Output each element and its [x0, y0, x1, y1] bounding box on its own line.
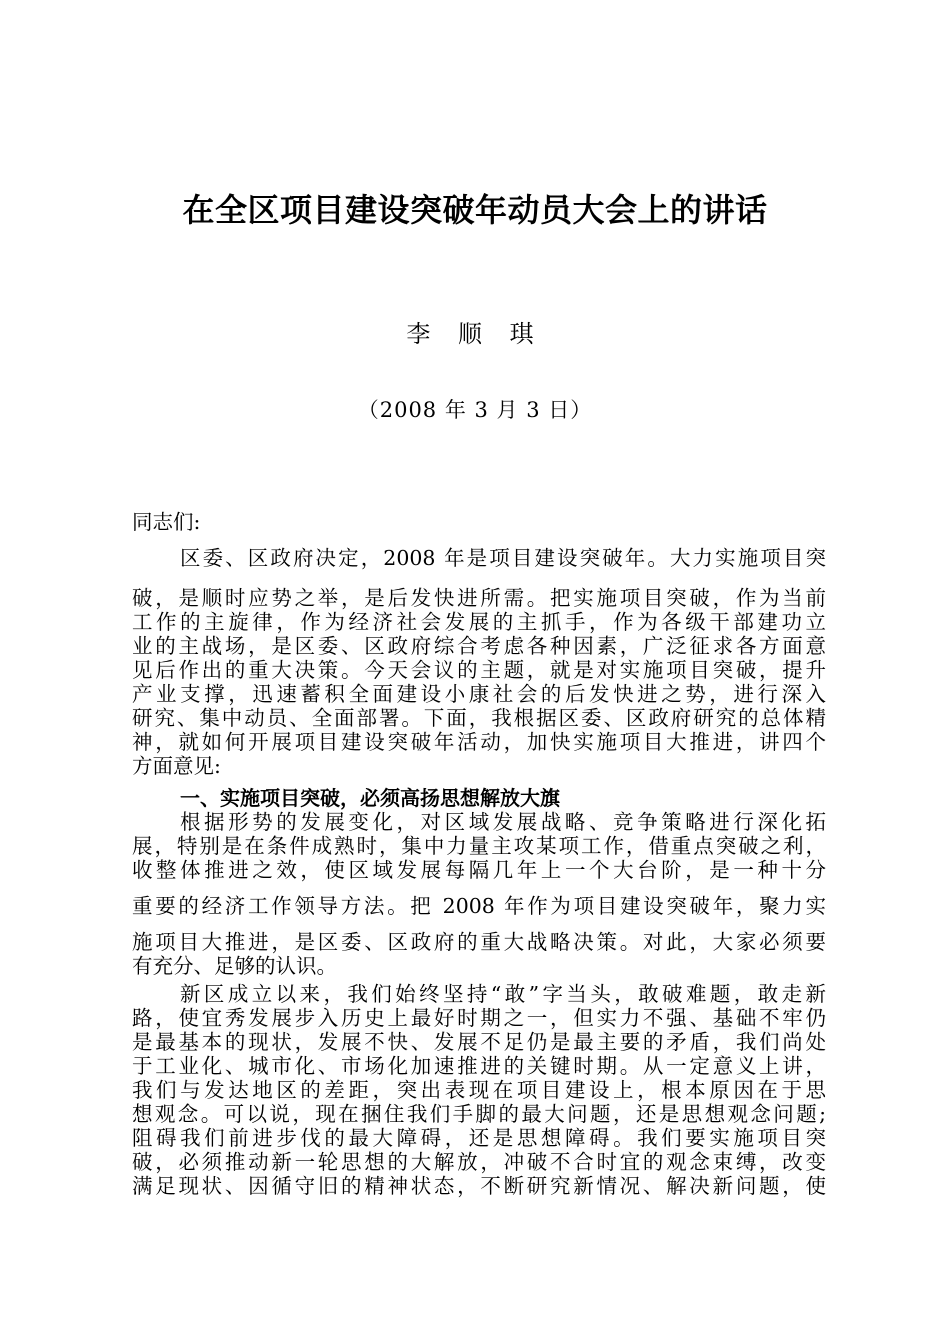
- paragraph-line: 研究、集中动员、全面部署。下面，我根据区委、区政府研究的总体精: [132, 706, 826, 730]
- paragraph-1: [132, 546, 826, 778]
- paragraph-line: 于工业化、城市化、市场化加速推进的关键时期。从一定意义上讲，: [132, 1054, 826, 1078]
- paragraph-line: 我们与发达地区的差距，突出表现在项目建设上，根本原因在于思: [132, 1078, 826, 1102]
- paragraph-line: 见后作出的重大决策。今天会议的主题，就是对实施项目突破，提升: [132, 658, 826, 682]
- document-author: 李 顺 琪: [406, 320, 544, 348]
- section-heading-block: [132, 786, 826, 810]
- salutation: 同志们:: [132, 510, 201, 534]
- paragraph-line: 想观念。可以说，现在捆住我们手脚的最大问题，还是思想观念问题;: [132, 1102, 826, 1126]
- paragraph-line: 收整体推进之效，使区域发展每隔几年上一个大台阶，是一种十分: [132, 858, 826, 882]
- document-title: 在全区项目建设突破年动员大会上的讲话: [182, 191, 768, 229]
- paragraph-line: 施项目大推进，是区委、区政府的重大战略决策。对此，大家必须要: [132, 930, 826, 954]
- paragraph-line: 重要的经济工作领导方法。把 2008 年作为项目建设突破年，聚力实: [132, 894, 826, 918]
- paragraph-line: 业的主战场，是区委、区政府综合考虑各种因素，广泛征求各方面意: [132, 634, 826, 658]
- paragraph-line: 满足现状、因循守旧的精神状态，不断研究新情况、解决新问题，使: [132, 1174, 826, 1198]
- salutation-block: [132, 510, 826, 534]
- paragraph-line: 破，是顺时应势之举，是后发快进所需。把实施项目突破，作为当前: [132, 586, 826, 610]
- paragraph-line: 产业支撑，迅速蓄积全面建设小康社会的后发快进之势，进行深入: [132, 682, 826, 706]
- section-heading: 一、实施项目突破，必须高扬思想解放大旗: [180, 786, 560, 810]
- paragraph-line: 路，使宜秀发展步入历史上最好时期之一，但实力不强、基础不牢仍: [132, 1006, 826, 1030]
- paragraph-line: 新区成立以来，我们始终坚持“敢”字当头，敢破难题，敢走新: [180, 982, 826, 1006]
- paragraph-line: 工作的主旋律，作为经济社会发展的主抓手，作为各级干部建功立: [132, 610, 826, 634]
- paragraph-line: 区委、区政府决定，2008 年是项目建设突破年。大力实施项目突: [180, 546, 826, 570]
- document-date: （2008 年 3 月 3 日）: [357, 398, 593, 422]
- paragraph-line: 阻碍我们前进步伐的最大障碍，还是思想障碍。我们要实施项目突: [132, 1126, 826, 1150]
- paragraph-line: 展，特别是在条件成熟时，集中力量主攻某项工作，借重点突破之利，: [132, 834, 826, 858]
- paragraph-line: 神，就如何开展项目建设突破年活动，加快实施项目大推进，讲四个: [132, 730, 826, 754]
- paragraph-2: [132, 810, 826, 978]
- paragraph-line: 有充分、足够的认识。: [132, 954, 337, 978]
- paragraph-line: 方面意见:: [132, 754, 221, 778]
- paragraph-line: 根据形势的发展变化，对区域发展战略、竞争策略进行深化拓: [180, 810, 826, 834]
- paragraph-line: 是最基本的现状，发展不快、发展不足仍是最主要的矛盾，我们尚处: [132, 1030, 826, 1054]
- paragraph-3: [132, 982, 826, 1198]
- paragraph-line: 破，必须推动新一轮思想的大解放，冲破不合时宜的观念束缚，改变: [132, 1150, 826, 1174]
